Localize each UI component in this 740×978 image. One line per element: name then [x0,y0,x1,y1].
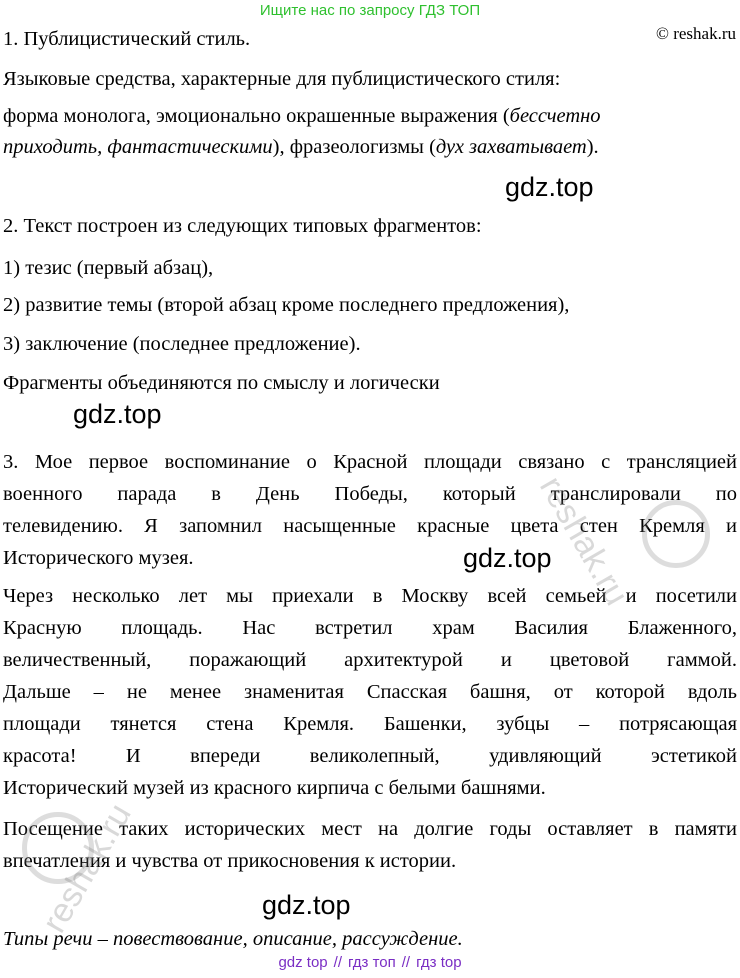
section3-p3-line-2: впечатления и чувства от прикосновения к истории. [3,850,457,872]
gdz-watermark-3: gdz.top [463,543,552,573]
section3-p3-line-1: Посещение таких исторических мест на долгие годы оставляет в памяти [3,818,737,840]
reshak-watermark-2: reshak.ru [35,797,139,939]
section1-line2-text: ), фразеологизмы ( [272,136,436,158]
footer-links [0,954,740,971]
footer-link-gdz-top[interactable]: gdz top [278,954,328,971]
top-banner: Ищите нас по запросу ГДЗ ТОП [259,2,481,19]
gdz-watermark-2: gdz.top [73,399,162,429]
section1-line1-italic: бессчетно [509,105,601,127]
footer-separator: // [401,954,411,971]
section3-p2-line-2: Красную площадь. Нас встретил храм Василия Блаженного, [3,617,737,639]
section2-item-2: 2) развитие темы (второй абзац кроме последнего предложения), [3,294,570,316]
section3-p2-line-3: величественный, поражающий архитектурой и цветовой гаммой. [3,649,737,671]
section1-line1 [3,103,601,129]
section1-line1-text: форма монолога, эмоционально окрашенные выражения ( [3,105,510,127]
section3-p2-line-5: площади тянется стена Кремля. Башенки, зубцы – потрясающая [3,713,737,735]
section1-line2-italic-idiom: дух захватывает [435,136,587,158]
section3-p2-line-1: Через несколько лет мы приехали в Москву всей семьей и посетили [3,585,737,607]
reshak-watermark-1: reshak.ru [532,470,636,612]
section3-p2-line-7: Исторический музей из красного кирпича с белыми башнями. [3,777,546,799]
speech-types: Типы речи – повествование, описание, рассуждение. [3,928,463,950]
section2-item-1: 1) тезис (первый абзац), [3,257,214,279]
gdz-watermark-1: gdz.top [505,172,594,202]
gdz-watermark-4: gdz.top [262,890,351,920]
section2-conclusion: Фрагменты объединяются по смыслу и логически [3,372,440,394]
footer-link-gdz-top-mixed[interactable]: гдз top [416,954,462,971]
footer-separator: // [333,954,342,971]
section3-p1-line-1: 3. Мое первое воспоминание о Красной площади связано с трансляцией [3,451,737,473]
copyright: © reshak.ru [656,24,736,43]
section3-p2-line-4: Дальше – не менее знаменитая Спасская башня, от которой вдоль [3,681,737,703]
footer-link-gdz-top-ru[interactable]: гдз топ [348,954,396,971]
section2-heading: 2. Текст построен из следующих типовых фрагментов: [3,215,482,237]
section1-intro: Языковые средства, характерные для публицистического стиля: [3,68,561,90]
section1-heading: 1. Публицистический стиль. [3,28,251,50]
section1-line2 [3,134,599,160]
section3-p2-line-6: красота! И впереди великолепный, удивляющий эстетикой [3,745,737,767]
section1-line2-end: ). [586,136,599,158]
section3-p1-line-3: телевидению. Я запомнил насыщенные красные цвета стен Кремля и [3,515,737,537]
section3-p1-line-4: Исторического музея. [3,547,194,569]
section3-p1-line-2: военного парада в День Победы, который транслировали по [3,483,737,505]
section1-line2-italic: приходить, фантастическими [3,136,273,158]
section2-item-3: 3) заключение (последнее предложение). [3,333,361,355]
